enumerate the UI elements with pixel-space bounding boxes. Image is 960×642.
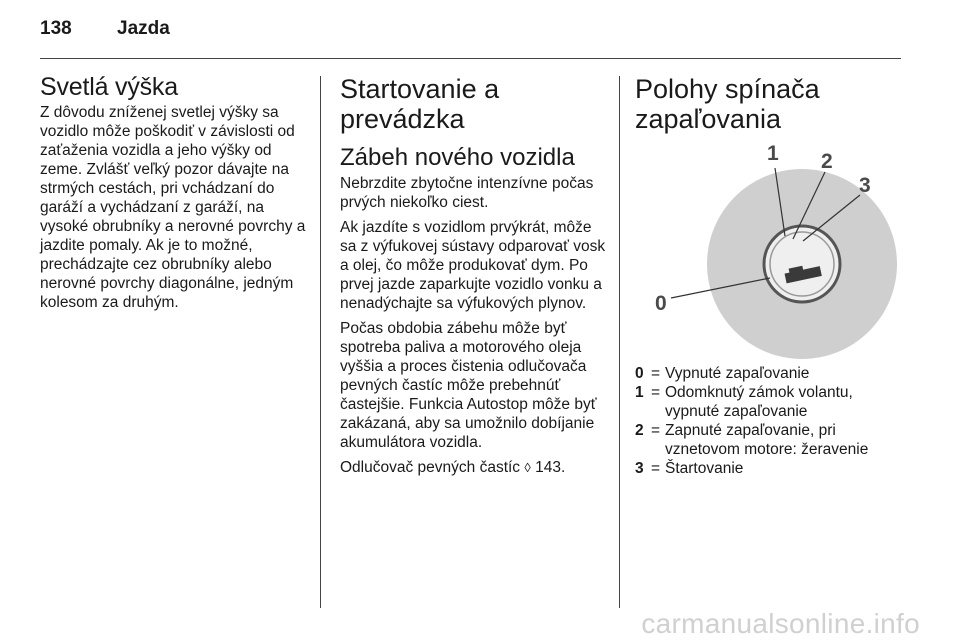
middle-column bbox=[340, 74, 606, 483]
position-label-1: 1 bbox=[767, 142, 779, 165]
position-label-3: 3 bbox=[859, 174, 871, 197]
legend-key: 2 bbox=[635, 422, 644, 439]
legend-row bbox=[635, 421, 901, 459]
ignition-legend bbox=[635, 364, 901, 478]
header-rule bbox=[40, 58, 901, 59]
break-in-paragraph-2: Ak jazdíte s vozidlom prvýkrát, môže sa z výfukovej sústavy odparovať vosk a olej, čo môže produkovať dym. Po prvej jazde zaparkujte vozidlo vonku a nenadýchajte sa výfukových plynov. bbox=[340, 219, 606, 312]
legend-text: Štartovanie bbox=[665, 460, 744, 477]
legend-text: Zapnuté zapaľovanie, pri vznetovom motore: žeravenie bbox=[665, 422, 869, 458]
cross-reference-page: 143. bbox=[535, 459, 566, 476]
legend-text: Vypnuté zapaľovanie bbox=[665, 365, 810, 382]
column-divider-2 bbox=[619, 76, 620, 608]
lock-cylinder bbox=[764, 226, 840, 302]
break-in-paragraph-1: Nebrzdite zbytočne intenzívne počas prvých niekoľko ciest. bbox=[340, 175, 594, 211]
position-label-0: 0 bbox=[655, 292, 667, 315]
break-in-paragraph-3: Počas obdobia zábehu môže byť spotreba paliva a motorového oleja vyššia a proces čistenia odlučovača pevných častíc môže prebehnúť častejšie. Funkcia Autostop môže byť zakázaná, aby sa umožnilo dobíjanie akumulátora vozidla. bbox=[340, 320, 597, 451]
section-heading-ground-clearance: Svetlá výška bbox=[40, 73, 178, 101]
ignition-switch-figure bbox=[635, 140, 901, 360]
ignition-switch-illustration bbox=[635, 140, 901, 360]
legend-row bbox=[635, 459, 901, 478]
reference-arrow-icon: ◊ bbox=[524, 460, 531, 475]
legend-equals: = bbox=[651, 460, 661, 477]
subheading-break-in: Zábeh nového vozidla bbox=[340, 144, 575, 171]
legend-row bbox=[635, 364, 901, 383]
section-heading-starting: Startovanie a prevádzka bbox=[340, 74, 500, 134]
legend-key: 3 bbox=[635, 460, 644, 477]
chapter-title: Jazda bbox=[117, 18, 170, 39]
legend-text: Odomknutý zámok volantu, vypnuté zapaľovanie bbox=[665, 384, 853, 420]
cross-reference[interactable] bbox=[340, 458, 606, 477]
watermark: carmanualsonline.info bbox=[641, 608, 920, 639]
ground-clearance-paragraph: Z dôvodu zníženej svetlej výšky sa vozidlo môže poškodiť v závislosti od zaťaženia vozidla a jeho výšky od zeme. Zvlášť veľký pozor dávajte na strmých cestách, pri vchádzaní do garáží a vychádzaní z garáží, na vysoké obrubníky a nerovné povrchy a jazdite pomaly. Ak je to možné, prechádzajte cez obrubníky alebo nerovné povrchy diagonálne, jedným kolesom za druhým. bbox=[40, 104, 306, 311]
page-number: 138 bbox=[40, 18, 72, 39]
legend-key: 1 bbox=[635, 384, 644, 401]
legend-row bbox=[635, 383, 901, 421]
legend-equals: = bbox=[651, 384, 661, 401]
position-label-2: 2 bbox=[821, 150, 833, 173]
cross-reference-text: Odlučovač pevných častíc bbox=[340, 459, 521, 476]
column-divider-1 bbox=[320, 76, 321, 608]
legend-equals: = bbox=[651, 422, 661, 439]
legend-equals: = bbox=[651, 365, 661, 382]
section-heading-ignition-positions: Polohy spínača zapaľovania bbox=[635, 74, 820, 134]
right-column bbox=[635, 74, 901, 478]
left-column bbox=[40, 74, 306, 318]
legend-key: 0 bbox=[635, 365, 644, 382]
